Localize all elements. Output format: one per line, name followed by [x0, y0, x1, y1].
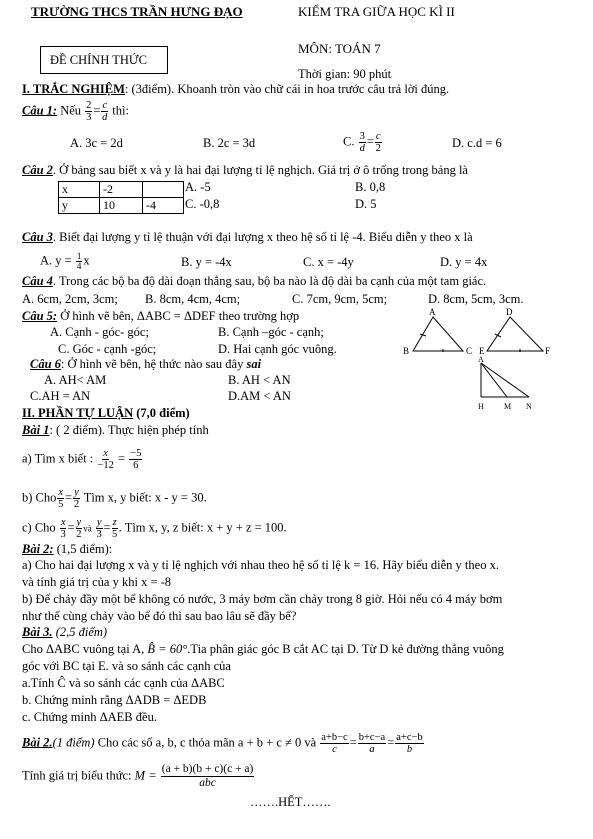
q1-option-b[interactable]: B. 2c = 3d — [203, 136, 256, 150]
q2-option-d[interactable]: D. 5 — [355, 197, 377, 211]
b2-heading: Bài 2: (1,5 điểm): — [22, 542, 113, 556]
q2-option-c[interactable]: C. -0,8 — [185, 197, 220, 211]
q3-stem: Câu 3. Biết đại lượng y tỉ lệ thuận với đại lượng x theo hệ số tỉ lệ -4. Biểu diễn y theo x là — [22, 230, 473, 244]
q4-stem: Câu 4. Trong các bộ ba độ dài đoạn thẳng sau, bộ ba nào là độ dài ba cạnh của một tam giác. — [22, 274, 487, 288]
b1-b: b) Cho $\frac{x}{5}$ = $\frac{y}{2}$ Tìm x, y biết: x - y = 30. — [22, 487, 207, 510]
q1-option-a[interactable]: A. 3c = 2d — [70, 136, 123, 150]
exam-title: KIỂM TRA GIỮA HỌC KÌ II — [298, 4, 455, 19]
label-e: E — [479, 346, 485, 356]
part2-heading: II. PHẦN TỰ LUẬN (7,0 điểm) — [22, 406, 190, 420]
b2-a-line2: và tính giá trị của y khi x = -8 — [22, 575, 172, 589]
official-box — [40, 46, 168, 74]
table-row: y 10 -4 — [59, 198, 184, 214]
label-a2: A — [478, 355, 484, 364]
b3-c: c. Chứng minh ΔAEB đều. — [22, 710, 157, 724]
q4-option-c[interactable]: C. 7cm, 9cm, 5cm; — [292, 292, 388, 306]
q6-option-a[interactable]: A. AH< AM — [44, 373, 107, 387]
subject: MÔN: TOÁN 7 — [298, 41, 381, 56]
b3-line1: Cho ΔABC vuông tại A, B̂ = 60°.Tia phân giác góc B cắt AC tại D. Từ D kẻ đường thẳng vuông — [22, 642, 504, 656]
q3-option-d[interactable]: D. y = 4x — [440, 255, 488, 269]
b2-a-line1: a) Cho hai đại lượng x và y tỉ lệ nghịch với nhau theo hệ số tỉ lệ k = 16. Hãy biểu diễn y theo x. — [22, 558, 499, 572]
q3-option-c[interactable]: C. x = -4y — [303, 255, 354, 269]
q4-option-a[interactable]: A. 6cm, 2cm, 3cm; — [22, 292, 118, 306]
b2-b-line1: b) Để chảy đầy một bể không có nước, 3 máy bơm cần chảy trong 8 giờ. Hỏi nếu có 4 máy bơm — [22, 592, 503, 606]
q5-stem: Câu 5: Ở hình vẽ bên, ΔABC = ΔDEF theo trường hợp — [22, 309, 300, 323]
label-m: M — [504, 402, 512, 411]
b4-heading: Bài 2.(1 điểm) Cho các số a, b, c thỏa mãn a + b + c ≠ 0 và $\frac{a+b-c}{c}$ = $\frac{b+c-a}{a}$ = $\frac{a+c-b}{b}$ — [22, 732, 423, 755]
q5-option-b[interactable]: B. Cạnh –góc - cạnh; — [218, 325, 324, 339]
b1-c: c) Cho $\frac{x}{3}$ = $\frac{y}{2}$ và $\frac{y}{3}$ = $\frac{z}{5}$ . Tìm x, y, z biết: x + y + z = 100. — [22, 517, 287, 540]
b4-expression: Tính giá trị biểu thức: M = $\frac{(a + b)(b + c)(c + a)}{\text{abc}}$ — [22, 763, 254, 789]
b3-b: b. Chứng minh rằng ΔADB = ΔEDB — [22, 693, 207, 707]
exam-time: Thời gian: 90 phút — [298, 67, 392, 81]
q1-option-c[interactable]: C. $\frac{3}{d}$ = $\frac{c}{2}$ — [343, 131, 381, 154]
q2-stem: Câu 2. Ở bảng sau biết x và y là hai đại lượng tỉ lệ nghịch. Giá trị ở ô trống trong bảng là — [22, 163, 468, 177]
q6-stem: Câu 6: Ở hình vẽ bên, hệ thức nào sau đây sai — [30, 357, 262, 371]
b3-line2: góc với BC tại E. và so sánh các cạnh của — [22, 659, 231, 673]
label-c: C — [466, 346, 473, 356]
q2-option-b[interactable]: B. 0,8 — [355, 180, 386, 194]
school-name: TRƯỜNG THCS TRẦN HƯNG ĐẠO — [31, 4, 243, 19]
geometry-figure — [395, 305, 570, 415]
q5-option-a[interactable]: A. Cạnh - góc- góc; — [50, 325, 149, 339]
b2-b-line2: như thế cùng chảy vào bể đó thì sau bao lâu sẽ đầy bể? — [22, 609, 297, 623]
b3-a: a.Tính Ĉ và so sánh các cạnh của ΔABC — [22, 676, 225, 690]
b3-heading: Bài 3. (2,5 điểm) — [22, 625, 108, 639]
b1-heading: Bài 1: ( 2 điểm). Thực hiện phép tính — [22, 423, 209, 437]
end-mark: …….HẾT……. — [250, 795, 331, 809]
q2-table — [58, 181, 184, 214]
label-h: H — [478, 402, 484, 411]
q6-option-b[interactable]: B. AH < AN — [228, 373, 291, 387]
q4-option-d[interactable]: D. 8cm, 5cm, 3cm. — [428, 292, 524, 306]
q1-option-d[interactable]: D. c.d = 6 — [452, 136, 502, 150]
triangle-ahmn — [481, 363, 529, 397]
q5-option-d[interactable]: D. Hai cạnh góc vuông. — [218, 342, 337, 356]
q2-option-a[interactable]: A. -5 — [185, 180, 211, 194]
official-label: ĐỀ CHÍNH THỨC — [50, 53, 147, 67]
q4-option-b[interactable]: B. 8cm, 4cm, 4cm; — [145, 292, 241, 306]
q5-option-c[interactable]: C. Góc - cạnh -góc; — [58, 342, 157, 356]
label-b: B — [403, 346, 410, 356]
label-a: A — [429, 307, 436, 317]
label-f: F — [545, 346, 551, 356]
q3-option-a[interactable]: A. y = $\frac{1}{4}$ x — [40, 251, 90, 271]
label-d: D — [506, 307, 513, 317]
triangle-abc — [413, 317, 463, 352]
b1-a: a) Tìm x biết : $\frac{x}{-12}$ = $\frac{-5}{6}$ — [22, 448, 142, 471]
q3-option-b[interactable]: B. y = -4x — [181, 255, 232, 269]
part1-heading: I. TRẮC NGHIỆM: (3điểm). Khoanh tròn vào chữ cái in hoa trước câu trả lời đúng. — [22, 82, 450, 96]
triangle-def — [487, 317, 543, 352]
q1-stem: Câu 1: Nếu $\frac{2}{3}$ = $\frac{c}{d}$ thì: — [22, 100, 129, 123]
table-row: x -2 — [59, 182, 184, 198]
label-n: N — [526, 402, 532, 411]
q6-option-d[interactable]: D.AM < AN — [228, 389, 291, 403]
q6-option-c[interactable]: C.AH = AN — [30, 389, 91, 403]
